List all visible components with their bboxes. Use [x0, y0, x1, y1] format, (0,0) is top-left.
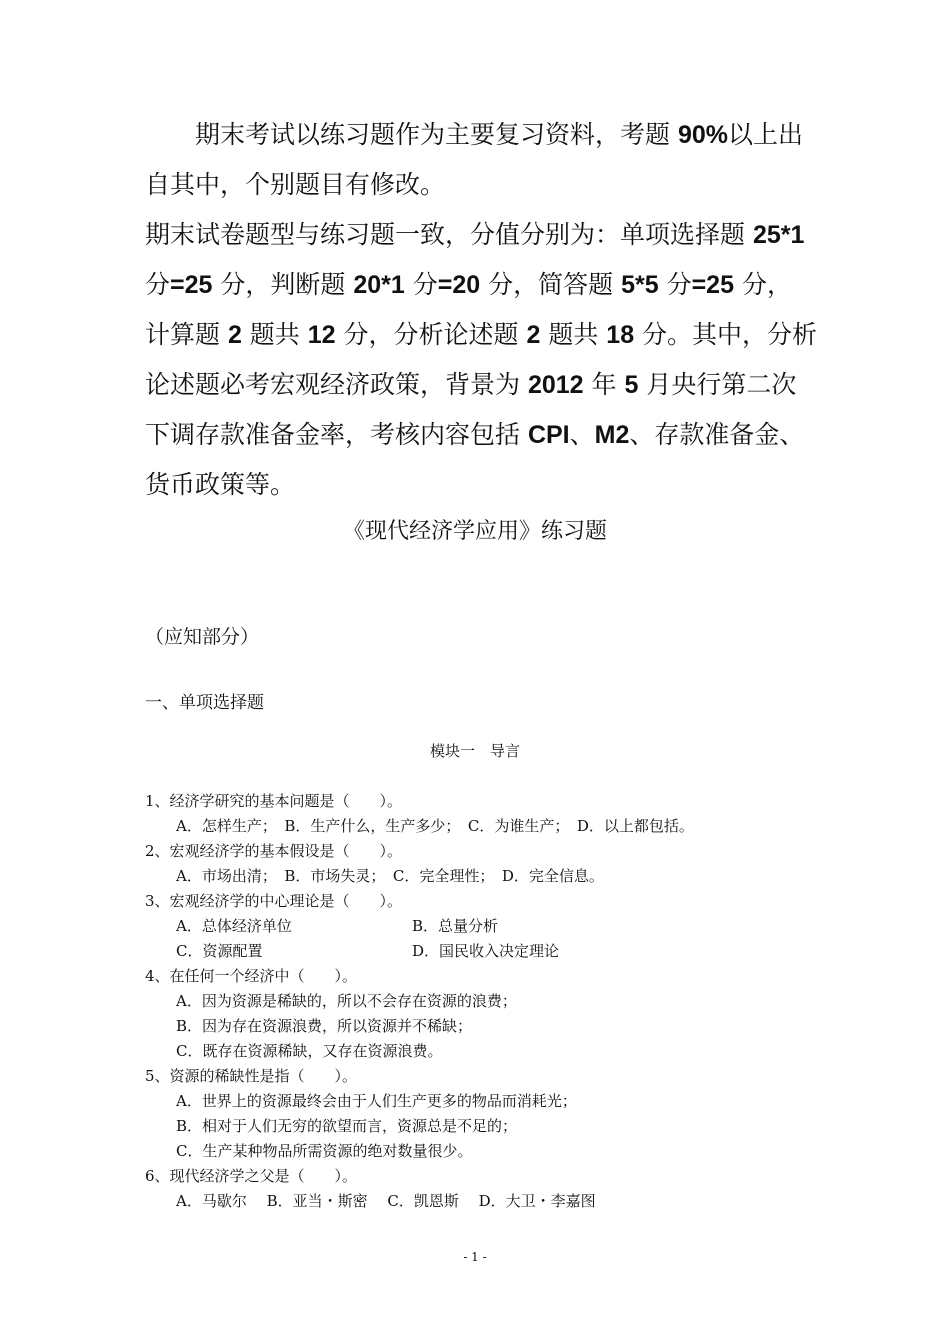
page-number: - 1 - — [463, 1250, 487, 1264]
option-c: C．既存在资源稀缺，又存在资源浪费。 — [176, 1042, 443, 1060]
question-options: A．市场出清； B．市场失灵； C．完全理性； D．完全信息。 — [176, 867, 604, 885]
intro-line: 期末试卷题型与练习题一致，分值分别为：单项选择题 25*1 — [145, 220, 805, 249]
question-stem: 2、宏观经济学的基本假设是（ ）。 — [145, 842, 403, 860]
option-a: A．世界上的资源最终会由于人们生产更多的物品而消耗光； — [176, 1092, 577, 1110]
question-stem: 5、资源的稀缺性是指（ ）。 — [145, 1067, 358, 1085]
section-heading: 一、单项选择题 — [145, 693, 264, 713]
option-d: D．国民收入决定理论 — [412, 942, 560, 960]
question-stem: 6、现代经济学之父是（ ）。 — [145, 1167, 358, 1185]
intro-line: 期末考试以练习题作为主要复习资料，考题 90%以上出 — [145, 120, 804, 149]
document-title: 《现代经济学应用》练习题 — [342, 519, 607, 544]
intro-line: 分=25 分，判断题 20*1 分=20 分，简答题 5*5 分=25 分， — [145, 270, 792, 299]
intro-line: 自其中，个别题目有修改。 — [145, 170, 446, 199]
intro-paragraph — [145, 110, 825, 510]
intro-line: 货币政策等。 — [145, 470, 296, 499]
option-a: A．总体经济单位 — [176, 917, 292, 935]
intro-line: 计算题 2 题共 12 分，分析论述题 2 题共 18 分。其中，分析 — [145, 320, 818, 349]
intro-line: 论述题必考宏观经济政策，背景为 2012 年 5 月央行第二次 — [145, 370, 797, 399]
question-options: A．马歇尔 B．亚当・斯密 C．凯恩斯 D．大卫・李嘉图 — [176, 1192, 596, 1210]
option-b: B．相对于人们无穷的欲望而言，资源总是不足的； — [176, 1117, 518, 1135]
option-b: B．总量分析 — [412, 917, 499, 935]
option-c: C．生产某种物品所需资源的绝对数量很少。 — [176, 1142, 473, 1160]
part-label: （应知部分） — [145, 626, 260, 648]
question-stem: 1、经济学研究的基本问题是（ ）。 — [145, 792, 403, 810]
question-options: A．怎样生产； B．生产什么，生产多少； C．为谁生产； D．以上都包括。 — [176, 817, 694, 835]
question-stem: 4、在任何一个经济中（ ）。 — [145, 967, 358, 985]
option-b: B．因为存在资源浪费，所以资源并不稀缺； — [176, 1017, 473, 1035]
question-stem: 3、宏观经济学的中心理论是（ ）。 — [145, 892, 403, 910]
intro-line: 下调存款准备金率，考核内容包括 CPI、M2、存款准备金、 — [145, 420, 805, 449]
module-heading: 模块一 导言 — [429, 742, 520, 760]
option-a: A．因为资源是稀缺的，所以不会存在资源的浪费； — [176, 992, 517, 1010]
option-c: C．资源配置 — [176, 942, 263, 960]
